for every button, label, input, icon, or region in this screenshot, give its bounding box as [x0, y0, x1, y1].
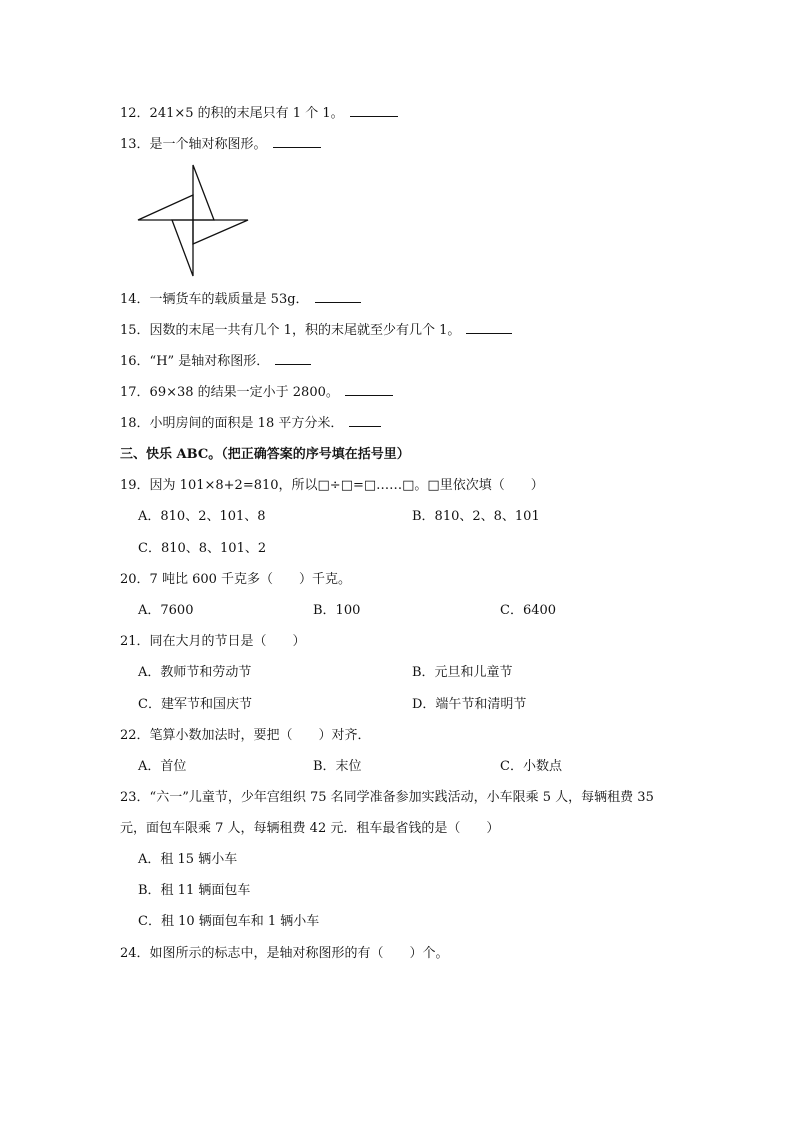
question-21: 21．同在大月的节日是（ ）: [120, 634, 306, 649]
question-number: 14．: [120, 292, 150, 307]
answer-blank[interactable]: [466, 321, 512, 334]
pinwheel-blade-bottom: [172, 220, 193, 276]
question-12: [120, 104, 398, 123]
question-17: [120, 383, 393, 402]
answer-blank[interactable]: [345, 383, 393, 396]
option-d[interactable]: D．端午节和清明节: [412, 697, 527, 712]
pinwheel-blade-right: [193, 220, 248, 244]
question-23-line-1: 23．“六一”儿童节，少年宫组织 75 名同学准备参加实践活动，小车限乘 5 人，每辆租费 35: [120, 790, 654, 805]
question-23-line-2: 元，面包车限乘 7 人，每辆租费 42 元．租车最省钱的是（ ）: [120, 821, 500, 836]
question-text: 因数的末尾一共有几个 1，积的末尾就至少有几个 1。: [149, 323, 461, 338]
option-c[interactable]: C．6400: [500, 603, 557, 618]
question-number: 12．: [120, 106, 150, 121]
pinwheel-figure: [136, 162, 252, 280]
option-c[interactable]: C．810、8、101、2: [138, 541, 267, 556]
option-b[interactable]: B．租 11 辆面包车: [138, 883, 251, 898]
option-c[interactable]: C．小数点: [500, 759, 562, 774]
question-15: [120, 321, 512, 340]
question-text: 是一个轴对称图形。: [149, 137, 267, 152]
option-a[interactable]: A．首位: [138, 759, 187, 774]
option-a[interactable]: A．教师节和劳动节: [138, 665, 252, 680]
option-b[interactable]: B．810、2、8、101: [412, 509, 540, 524]
question-number: 15．: [120, 323, 150, 338]
option-c[interactable]: C．建军节和国庆节: [138, 697, 252, 712]
question-number: 18．: [120, 416, 150, 431]
question-20: 20．7 吨比 600 千克多（ ）千克。: [120, 572, 352, 587]
option-b[interactable]: B．末位: [313, 759, 362, 774]
question-text: 小明房间的面积是 18 平方分米．: [149, 416, 344, 431]
question-number: 16．: [120, 354, 150, 369]
section-heading: 三、快乐 ABC。（把正确答案的序号填在括号里）: [120, 447, 410, 462]
answer-blank[interactable]: [349, 414, 381, 427]
answer-blank[interactable]: [315, 290, 361, 303]
answer-blank[interactable]: [275, 352, 311, 365]
question-number: 17．: [120, 385, 150, 400]
question-24: 24．如图所示的标志中，是轴对称图形的有（ ）个。: [120, 946, 449, 961]
option-c[interactable]: C．租 10 辆面包车和 1 辆小车: [138, 914, 320, 929]
option-a[interactable]: A．7600: [138, 603, 194, 618]
question-18: [120, 414, 381, 433]
option-a[interactable]: A．810、2、101、8: [138, 509, 266, 524]
option-b[interactable]: B．100: [313, 603, 361, 618]
option-b[interactable]: B．元旦和儿童节: [412, 665, 513, 680]
pinwheel-blade-top: [193, 165, 214, 220]
option-a[interactable]: A．租 15 辆小车: [138, 852, 238, 867]
question-number: 13．: [120, 137, 150, 152]
question-19: 19．因为 101×8+2=810，所以□÷□=□……□。□里依次填（ ）: [120, 478, 544, 493]
answer-blank[interactable]: [273, 135, 321, 148]
question-text: 69×38 的结果一定小于 2800。: [149, 385, 339, 400]
question-22: 22．笔算小数加法时，要把（ ）对齐．: [120, 728, 371, 743]
answer-blank[interactable]: [350, 104, 398, 117]
question-14: [120, 290, 361, 309]
question-text: 一辆货车的载质量是 53g．: [149, 292, 309, 307]
question-13: [120, 135, 321, 154]
question-text: “H” 是轴对称图形．: [149, 354, 270, 369]
question-16: [120, 352, 311, 371]
pinwheel-blade-left: [138, 195, 193, 220]
question-text: 241×5 的积的末尾只有 1 个 1。: [149, 106, 344, 121]
